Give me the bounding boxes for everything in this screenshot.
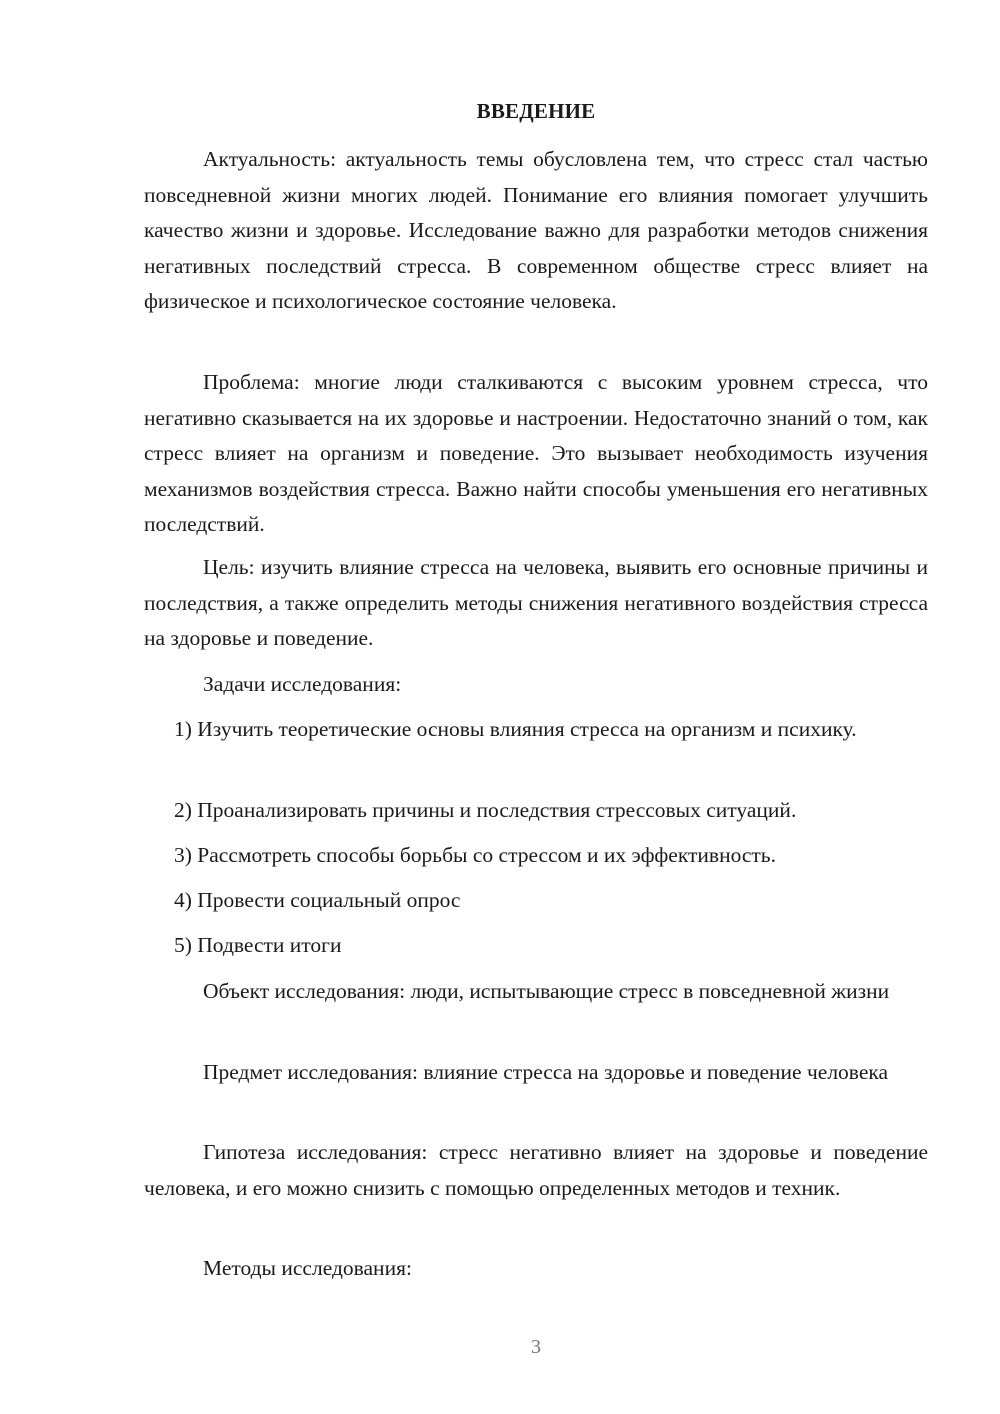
- task-item-4: 4) Провести социальный опрос: [174, 888, 461, 912]
- paragraph-goal: Цель: изучить влияние стресса на человека, выявить его основные причины и последствия, а также определить методы снижения негативного воздействия стресса на здоровье и поведение.: [144, 555, 928, 650]
- tasks-heading: Задачи исследования:: [203, 672, 402, 696]
- section-heading: ВВЕДЕНИЕ: [476, 99, 596, 123]
- paragraph-subject: Предмет исследования: влияние стресса на здоровье и поведение человека: [203, 1060, 889, 1084]
- methods-heading: Методы исследования:: [203, 1256, 412, 1280]
- task-item-3: 3) Рассмотреть способы борьбы со стрессом и их эффективность.: [174, 843, 776, 867]
- paragraph-hypothesis: Гипотеза исследования: стресс негативно влияет на здоровье и поведение человека, и его можно снизить с помощью определенных методов и техник.: [144, 1140, 928, 1200]
- paragraph-problem: Проблема: многие люди сталкиваются с высоким уровнем стресса, что негативно сказывается на их здоровье и настроении. Недостаточно знаний о том, как стресс влияет на организм и поведение. Это вызывает необходимость изучения механизмов воздействия стресса. Важно найти способы уменьшения его негативных последствий.: [144, 370, 928, 536]
- paragraph-object: Объект исследования: люди, испытывающие стресс в повседневной жизни: [203, 979, 890, 1003]
- task-item-5: 5) Подвести итоги: [174, 933, 342, 957]
- paragraph-relevance: Актуальность: актуальность темы обусловлена тем, что стресс стал частью повседневной жизни многих людей. Понимание его влияния помогает улучшить качество жизни и здоровье. Исследование важно для разработки методов снижения негативных последствий стресса. В современном обществе стресс влияет на физическое и психологическое состояние человека.: [144, 147, 928, 313]
- task-item-1: 1) Изучить теоретические основы влияния стресса на организм и психику.: [174, 717, 857, 741]
- task-item-2: 2) Проанализировать причины и последствия стрессовых ситуаций.: [174, 798, 797, 822]
- page-number: 3: [531, 1336, 541, 1358]
